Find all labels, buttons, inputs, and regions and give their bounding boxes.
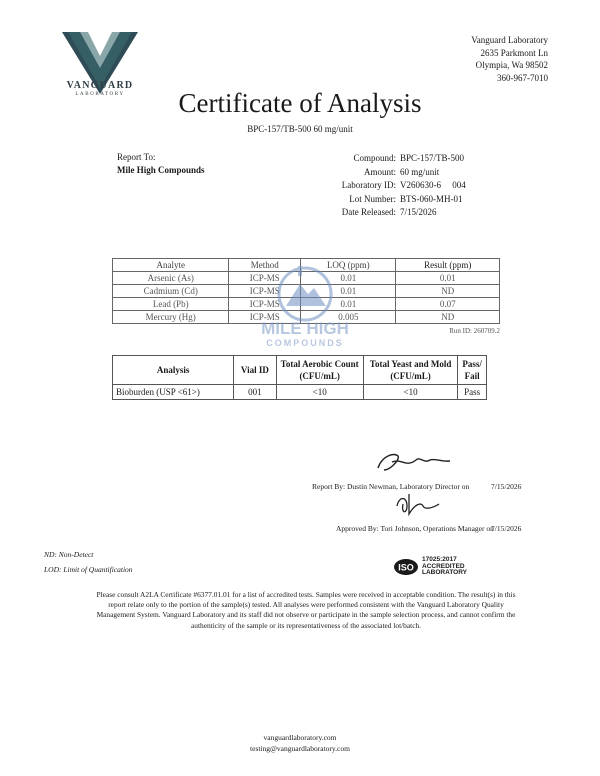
signature-dustin-newman xyxy=(372,446,452,476)
result-cell: 0.07 xyxy=(396,298,500,311)
loq-cell: 0.01 xyxy=(301,285,396,298)
watermark-line2: COMPOUNDS xyxy=(266,338,344,348)
document-subtitle: BPC-157/TB-500 60 mg/unit xyxy=(247,124,353,134)
report-by-date: 7/15/2026 xyxy=(491,482,522,491)
info-key: Date Released: xyxy=(341,207,396,217)
info-value: 7/15/2026 xyxy=(400,207,437,217)
result-cell: ND xyxy=(396,285,500,298)
col-header-analyte: Analyte xyxy=(113,259,229,272)
lab-name: Vanguard Laboratory xyxy=(471,35,548,45)
method-cell: ICP-MS xyxy=(229,285,301,298)
table-header-row xyxy=(113,356,487,385)
result-cell: 0.01 xyxy=(396,272,500,285)
info-row xyxy=(300,179,466,193)
lab-address-line2: Olympia, Wa 98502 xyxy=(475,60,548,70)
iso-laboratory: LABORATORY xyxy=(422,569,468,576)
info-row xyxy=(300,166,466,180)
analyte-cell: Lead (Pb) xyxy=(113,298,229,311)
lab-address-line1: 2635 Parkmont Ln xyxy=(480,47,548,58)
analyte-cell: Mercury (Hg) xyxy=(113,311,229,324)
col-header-pass-fail: Pass/ Fail xyxy=(458,356,487,385)
table-row xyxy=(113,385,487,400)
col-header-loq: LOQ (ppm) xyxy=(301,259,396,272)
info-key: Compound: xyxy=(353,153,396,163)
report-to-label: Report To: xyxy=(117,152,156,162)
analysis-cell: Bioburden (USP <61>) xyxy=(113,385,234,400)
pass-fail-cell: Pass xyxy=(458,385,487,400)
watermark-line1: MILE HIGH xyxy=(261,319,349,338)
info-row xyxy=(300,152,466,166)
analyte-cell: Cadmium (Cd) xyxy=(113,285,229,298)
document-title: Certificate of Analysis xyxy=(178,88,422,118)
lab-phone: 360-967-7010 xyxy=(497,72,548,83)
disclaimer-text: Please consult A2LA Certificate #6377.01.01 for a list of accredited tests. Samples were received in acceptable condition. The result(s) in this report relate only to the portion of the sample(s) tested. All analyses were performed consistent with the Vanguard Laboratory Quality Management System. Vanguard Laboratory and its staff did not observe or participate in the sample selection process, and cannot confirm the authenticity of the sample or its representativeness of the associated lot/batch. xyxy=(96,590,516,630)
lab-address-block xyxy=(471,34,548,84)
vial-id-cell: 001 xyxy=(234,385,276,400)
col-header-vial-id: Vial ID xyxy=(234,356,276,385)
iso-logo xyxy=(393,558,419,576)
legend-loq: LOD: Limit of Quantification xyxy=(44,565,133,574)
report-to-name: Mile High Compounds xyxy=(117,165,205,175)
footer-email: testing@vanguardlaboratory.com xyxy=(250,744,350,753)
col-header-yeast-mold: Total Yeast and Mold (CFU/mL) xyxy=(363,356,457,385)
iso-accredited: ACCREDITED xyxy=(422,562,465,570)
info-value: V260630-6 004 xyxy=(400,180,466,190)
mile-high-watermark xyxy=(250,262,360,352)
col-header-analysis: Analysis xyxy=(113,356,234,385)
legend-nd: ND: Non-Detect xyxy=(44,550,94,559)
run-id: Run ID: 260709.2 xyxy=(449,327,500,335)
info-value: BPC-157/TB-500 xyxy=(400,153,465,163)
info-key: Laboratory ID: xyxy=(341,180,396,190)
method-cell: ICP-MS xyxy=(229,272,301,285)
bioburden-table xyxy=(112,355,487,400)
footer-website: vanguardlaboratory.com xyxy=(263,733,337,742)
info-row xyxy=(300,206,466,220)
approved-by-text: Approved By: Tori Johnson, Operations Manager on xyxy=(336,524,494,533)
info-value: 60 mg/unit xyxy=(400,166,440,177)
method-cell: ICP-MS xyxy=(229,298,301,311)
col-header-result: Result (ppm) xyxy=(396,259,500,272)
loq-cell: 0.01 xyxy=(301,298,396,311)
info-value: BTS-060-MH-01 xyxy=(400,193,463,204)
result-cell: ND xyxy=(396,311,500,324)
sample-info xyxy=(300,152,466,220)
aerobic-count-cell: <10 xyxy=(276,385,363,400)
info-key: Amount: xyxy=(363,166,396,177)
analyte-cell: Arsenic (As) xyxy=(113,272,229,285)
col-header-aerobic-count: Total Aerobic Count (CFU/mL) xyxy=(276,356,363,385)
info-key: Lot Number: xyxy=(349,193,396,204)
info-row xyxy=(300,193,466,207)
method-cell: ICP-MS xyxy=(229,311,301,324)
logo-wordmark: VANGUARD xyxy=(66,80,134,91)
yeast-mold-cell: <10 xyxy=(363,385,457,400)
signature-tori-johnson xyxy=(393,490,443,518)
approved-by-date: 7/15/2026 xyxy=(491,524,522,533)
iso-standard: 17025:2017 xyxy=(422,556,457,563)
loq-cell: 0.01 xyxy=(301,272,396,285)
report-by-text: Report By: Dustin Newman, Laboratory Director on xyxy=(312,482,470,491)
iso-logo-text: ISO xyxy=(398,562,414,573)
loq-cell: 0.005 xyxy=(301,311,396,324)
logo-subtext: LABORATORY xyxy=(75,92,125,97)
col-header-method: Method xyxy=(229,259,301,272)
